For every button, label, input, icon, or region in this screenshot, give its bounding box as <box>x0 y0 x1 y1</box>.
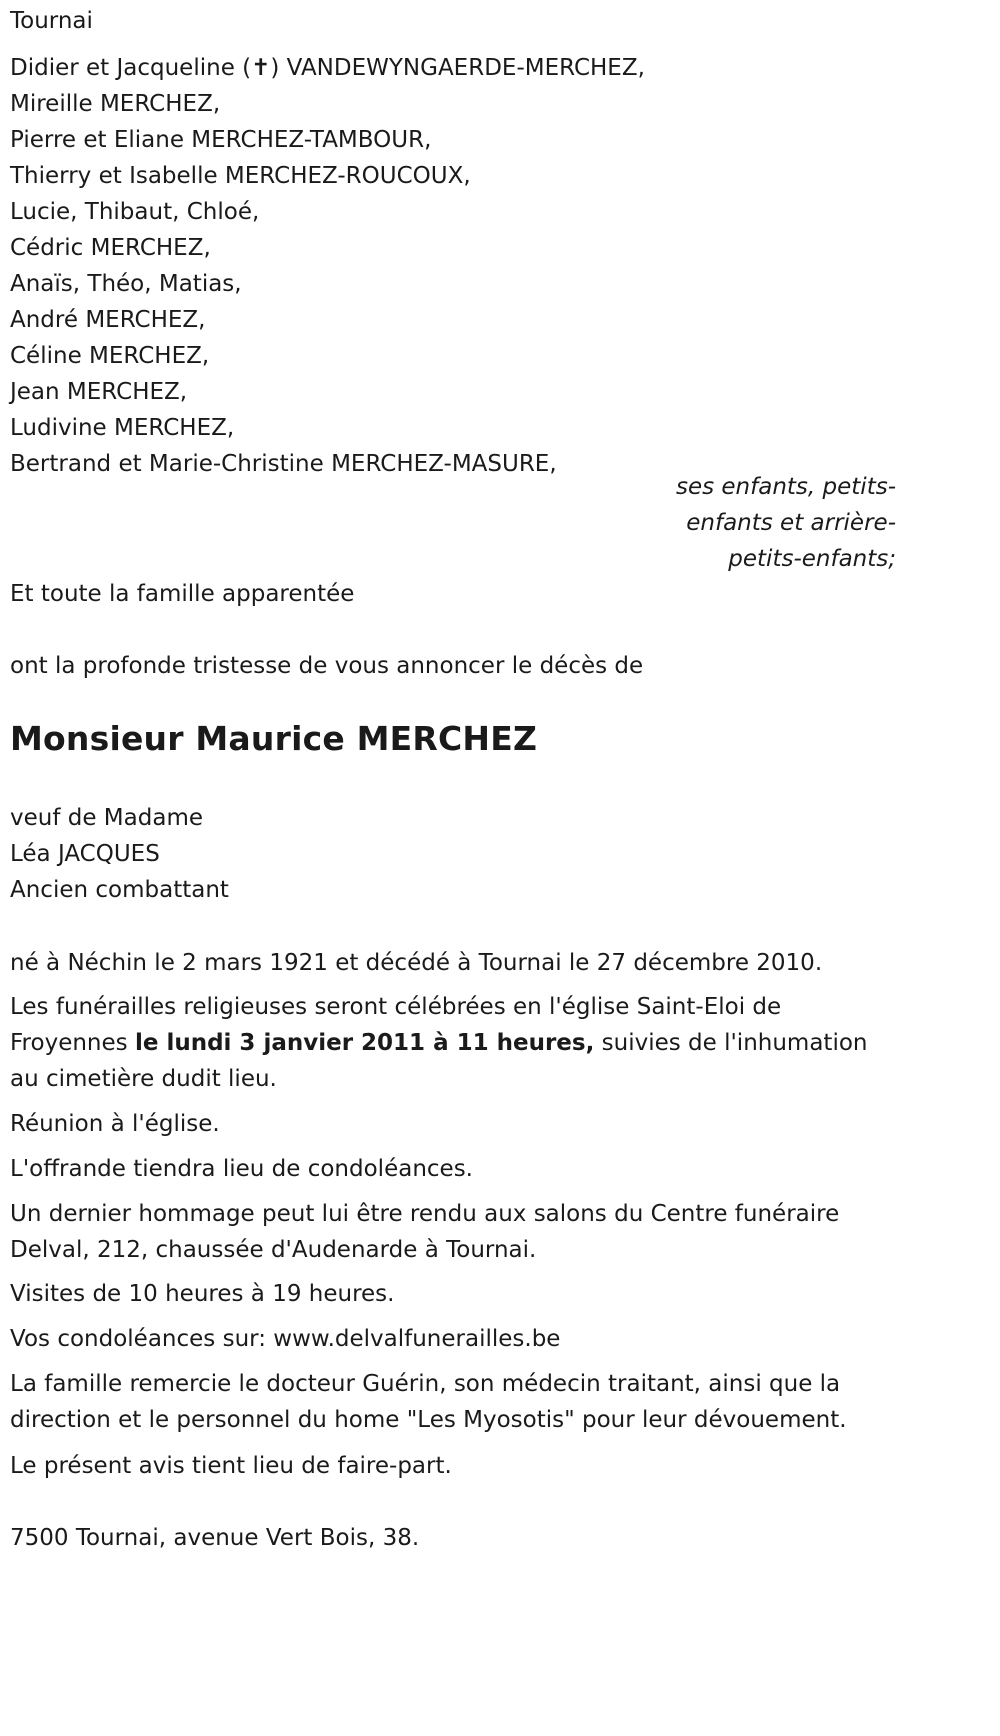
reunion: Réunion à l'église. <box>10 1111 220 1137</box>
notice: Le présent avis tient lieu de faire-part. <box>10 1453 452 1479</box>
visits: Visites de 10 heures à 19 heures. <box>10 1281 395 1307</box>
homage-paragraph: Un dernier hommage peut lui être rendu aux salons du Centre funéraire Delval, 212, chaussée d'Audenarde à Tournai. <box>10 1201 840 1263</box>
relation-line: ses enfants, petits- <box>675 474 896 500</box>
family-line: Lucie, Thibaut, Chloé, <box>10 199 260 225</box>
extended-family: Et toute la famille apparentée <box>10 581 355 607</box>
offering: L'offrande tiendra lieu de condoléances. <box>10 1156 473 1182</box>
family-line: Anaïs, Théo, Matias, <box>10 271 242 297</box>
deceased-name: Monsieur Maurice MERCHEZ <box>10 719 538 758</box>
family-line: Ludivine MERCHEZ, <box>10 415 235 441</box>
family-line: Céline MERCHEZ, <box>10 343 210 369</box>
family-line: Cédric MERCHEZ, <box>10 235 211 261</box>
relation-line: petits-enfants; <box>728 546 896 572</box>
family-line: Mireille MERCHEZ, <box>10 91 221 117</box>
family-line: Jean MERCHEZ, <box>10 379 188 405</box>
family-line: André MERCHEZ, <box>10 307 206 333</box>
birth-death: né à Néchin le 2 mars 1921 et décédé à Tournai le 27 décembre 2010. <box>10 950 823 976</box>
funeral-paragraph <box>10 989 896 1097</box>
family-line: Pierre et Eliane MERCHEZ-TAMBOUR, <box>10 127 432 153</box>
thanks-paragraph: La famille remercie le docteur Guérin, son médecin traitant, ainsi que la direction et le personnel du home "Les Myosotis" pour leur dévouement. <box>10 1371 847 1433</box>
family-line: Didier et Jacqueline (✝) VANDEWYNGAERDE-MERCHEZ, <box>10 55 645 81</box>
family-line: Bertrand et Marie-Christine MERCHEZ-MASURE, <box>10 451 557 477</box>
family-line: Thierry et Isabelle MERCHEZ-ROUCOUX, <box>10 163 471 189</box>
funeral-text-end: suivies de l'inhumation au cimetière dudit lieu. <box>10 1030 868 1092</box>
address: 7500 Tournai, avenue Vert Bois, 38. <box>10 1525 420 1551</box>
funeral-date: le lundi 3 janvier 2011 à 11 heures, <box>134 1030 595 1056</box>
funeral-text: Les funérailles religieuses seront célébrées en l'église Saint-Eloi de Froyennes <box>10 994 782 1056</box>
relation-line: enfants et arrière- <box>686 510 896 536</box>
header-city: Tournai <box>10 8 93 34</box>
deceased-detail: Ancien combattant <box>10 877 229 903</box>
announcement: ont la profonde tristesse de vous annoncer le décès de <box>10 653 644 679</box>
condolences: Vos condoléances sur: www.delvalfunerailles.be <box>10 1326 561 1352</box>
deceased-detail: Léa JACQUES <box>10 841 160 867</box>
deceased-detail: veuf de Madame <box>10 805 203 831</box>
